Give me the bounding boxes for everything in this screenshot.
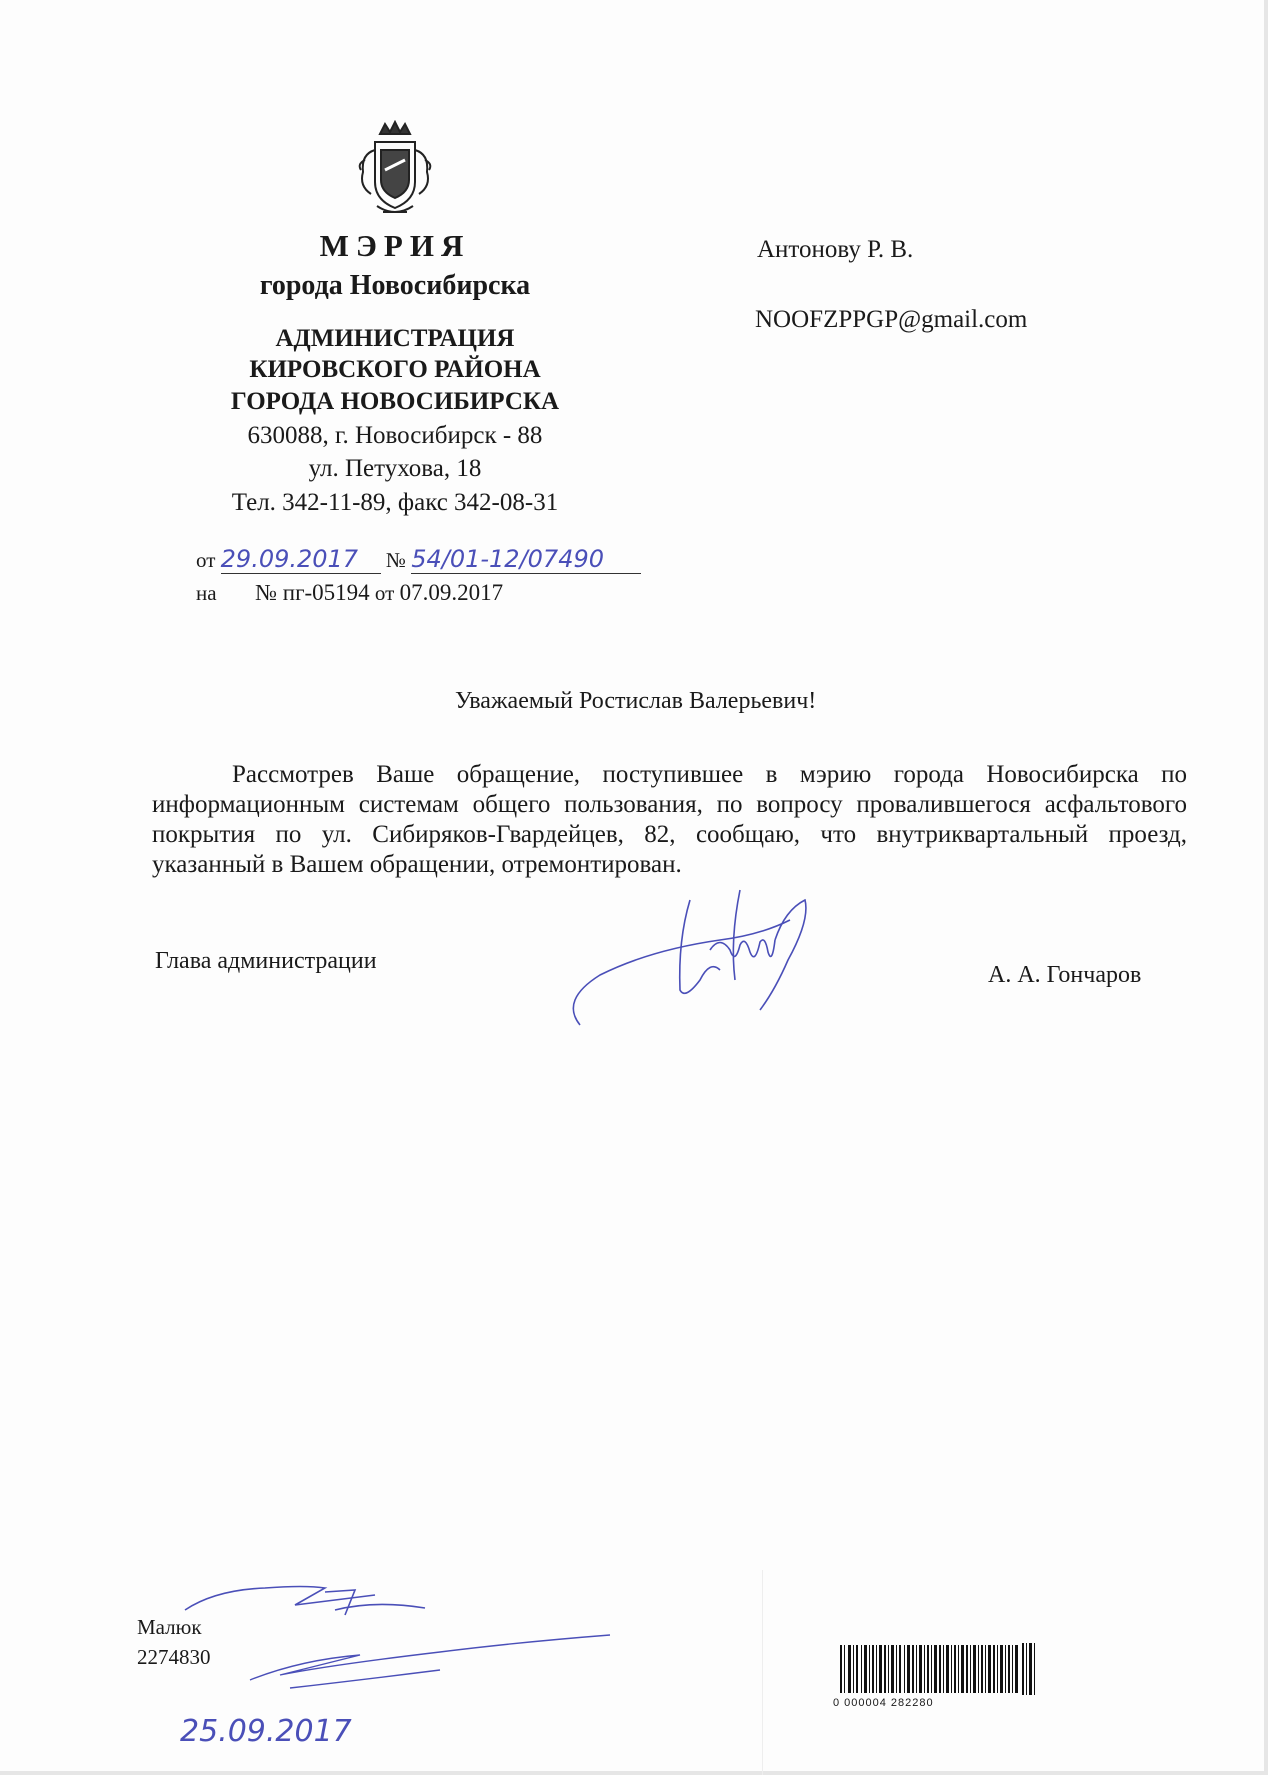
- address-line-3: Тел. 342-11-89, факс 342-08-31: [231, 489, 559, 516]
- signature-icon: [560, 880, 840, 1040]
- address-line-2: ул. Петухова, 18: [308, 455, 482, 482]
- executor-date-handwritten: 25.09.2017: [180, 1714, 352, 1749]
- from-label: от: [196, 548, 216, 572]
- incoming-number: № пг-05194: [255, 580, 370, 605]
- scan-edge-line: [762, 1570, 763, 1775]
- letter-body: Рассмотрев Ваше обращение, поступившее в мэрию города Новосибирска по информационным системам общего пользования, по вопросу провалившегося асфальтового покрытия по ул. Сибиряков-Гвардейцев, 82, сообщаю, что внутриквартальный проезд, указанный в Вашем обращении, отремонтирован.: [152, 761, 1187, 878]
- recipient-name: Антонову Р. В.: [757, 236, 914, 263]
- executor-phone: 2274830: [137, 1645, 211, 1669]
- admin-line-3: ГОРОДА НОВОСИБИРСКА: [230, 388, 560, 415]
- mayor-title: МЭРИЯ: [319, 228, 471, 263]
- signatory-name: А. А. Гончаров: [988, 962, 1142, 988]
- barcode-number: 0 000004 282280: [833, 1697, 934, 1709]
- on-label: на: [196, 581, 217, 605]
- barcode: [840, 1645, 1020, 1693]
- outgoing-number-handwritten: 54/01-12/07490: [411, 545, 641, 574]
- outgoing-reference: [196, 545, 641, 574]
- city-title: города Новосибирска: [259, 270, 531, 301]
- executor-name: Малюк: [137, 1615, 202, 1639]
- address-line-1: 630088, г. Новосибирск - 88: [247, 422, 543, 449]
- salutation: Уважаемый Ростислав Валерьевич!: [455, 688, 817, 714]
- admin-line-2: КИРОВСКОГО РАЙОНА: [249, 356, 541, 383]
- incoming-date: 07.09.2017: [399, 580, 504, 605]
- incoming-from-label: от: [374, 581, 395, 605]
- handwritten-stroke-icon: [240, 1630, 620, 1710]
- outgoing-date-handwritten: 29.09.2017: [221, 545, 381, 574]
- recipient-email: NOOFZPPGP@gmail.com: [755, 306, 1028, 333]
- incoming-reference: [196, 580, 503, 606]
- signatory-title: Глава администрации: [155, 948, 377, 974]
- initials-signature-icon: [175, 1570, 435, 1630]
- barcode-side-marks: [1022, 1643, 1036, 1695]
- admin-line-1: АДМИНИСТРАЦИЯ: [275, 325, 515, 352]
- number-label: №: [385, 548, 406, 572]
- scan-edge-bottom: [0, 1771, 1268, 1775]
- scan-edge-right: [1264, 0, 1268, 1775]
- coat-of-arms-icon: [355, 120, 435, 222]
